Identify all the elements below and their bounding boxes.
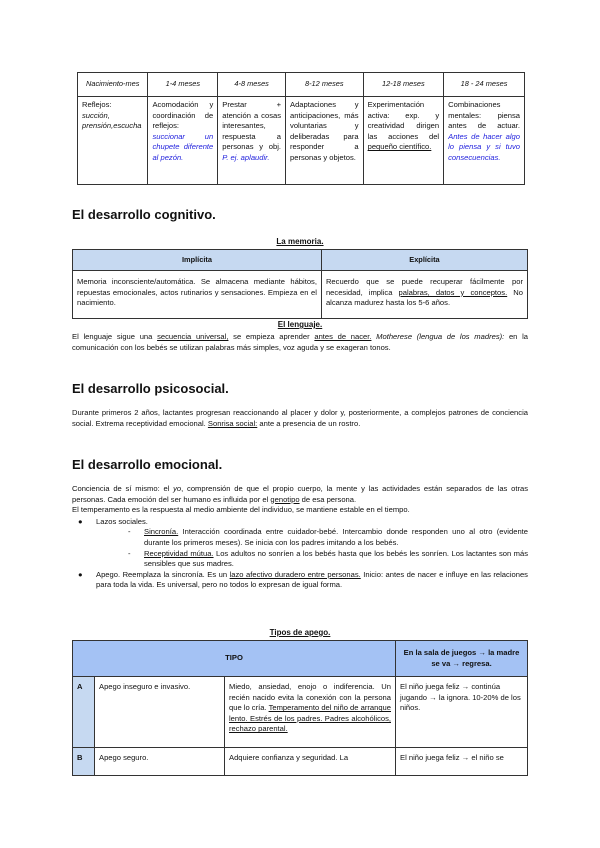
row-letter: B bbox=[73, 748, 95, 776]
sub-synchrony: - Sincronía. Interacción coordinada entre cuidador-bebé. Intercambio donde responden uno al otro (evidente durante los primeros meses). Se inicia con los padres imitando a los bebés. bbox=[128, 527, 528, 547]
bullet-attachment: ● Apego. Reemplaza la sincronía. Es un lazo afectivo duradero entre personas. Inicio: antes de nacer e influye en las relaciones para toda la vida. Es universal, pero no todos lo expresan de igual forma. bbox=[78, 569, 528, 590]
stage-cell: Prestar + atención a cosas interesantes, respuesta a personas y obj. P. ej. aplaudir. bbox=[218, 97, 286, 185]
row-playroom: El niño juega feliz → continúa jugando → la ignora. 10-20% de los niños. bbox=[396, 677, 528, 748]
type-header: TIPO bbox=[73, 641, 396, 677]
stage-cell: Reflejos: succión, prensión,escucha bbox=[78, 97, 148, 185]
explicit-cell: Recuerdo que se puede recuperar fácilmente por necesidad, implica palabras, datos y conceptos. No alcanza madurez hasta los 5-6 años. bbox=[321, 271, 527, 319]
stage-cell: Adaptaciones y anticipaciones, más voluntarias y deliberadas para responder a personas y objetos. bbox=[286, 97, 364, 185]
explicit-header: Explícita bbox=[321, 250, 527, 271]
psychosocial-paragraph: Durante primeros 2 años, lactantes progresan reaccionando al placer y dolor y, posteriormente, a complejos patrones de conciencia social. Extrema receptividad emocional. Sonrisa social: ante a presencia de un rostro. bbox=[72, 408, 528, 428]
row-description: Miedo, ansiedad, enojo o indiferencia. Un recién nacido evita la conexión con la persona que lo cría. Temperamento del niño de arranque lento. Estrés de los padres. Padres alcohólicos, rechazo parental. bbox=[225, 677, 396, 748]
self-awareness-paragraph: Conciencia de sí mismo: el yo, comprensión de que el propio cuerpo, la mente y las actividades están separados de las otras personas. Cada emoción del ser humano es influida por el genotipo de esa persona. bbox=[72, 484, 528, 504]
language-paragraph: El lenguaje sigue una secuencia universal, se empieza aprender antes de nacer. Motherese (lengua de los madres): en la comunicación con los bebés se utilizan palabras más simples, voz aguda y se exageran tonos. bbox=[72, 332, 529, 352]
temperament-paragraph: El temperamento es la respuesta al medio ambiente del individuo, se mantiene estable en el tiempo. bbox=[72, 505, 410, 515]
row-type: Apego seguro. bbox=[95, 748, 225, 776]
stage-header: 18 - 24 meses bbox=[444, 73, 525, 97]
stage-cell: Acomodación y coordinación de reflejos: succionar un chupete diferente al pezón. bbox=[148, 97, 218, 185]
stage-header: Nacimiento-mes bbox=[78, 73, 148, 97]
stage-cell: Combinaciones mentales: piensa antes de actuar. Antes de hacer algo lo piensa y si tuvo consecuencias. bbox=[444, 97, 525, 185]
stage-cell: Experimentación activa: exp. y creatividad dirigen las acciones del pequeño científico. bbox=[363, 97, 444, 185]
row-letter: A bbox=[73, 677, 95, 748]
language-title: El lenguaje. bbox=[277, 320, 323, 329]
development-stages-table bbox=[77, 72, 525, 185]
bullet-social-bonds: ● Lazos sociales. bbox=[78, 516, 148, 526]
row-type: Apego inseguro e invasivo. bbox=[95, 677, 225, 748]
implicit-header: Implícita bbox=[73, 250, 322, 271]
emotional-heading: El desarrollo emocional. bbox=[72, 457, 223, 472]
row-playroom: El niño juega feliz → el niño se bbox=[396, 748, 528, 776]
stage-header: 1-4 meses bbox=[148, 73, 218, 97]
emotional-section bbox=[72, 484, 528, 591]
cognitive-heading: El desarrollo cognitivo. bbox=[72, 207, 216, 222]
psychosocial-heading: El desarrollo psicosocial. bbox=[72, 381, 229, 396]
stage-header: 12-18 meses bbox=[363, 73, 444, 97]
row-description: Adquiere confianza y seguridad. La bbox=[225, 748, 396, 776]
attachment-table bbox=[72, 640, 528, 776]
stage-header: 4-8 meses bbox=[218, 73, 286, 97]
implicit-cell: Memoria inconsciente/automática. Se almacena mediante hábitos, repuestas emocionales, actos rutinarios y sensaciones. Empieza en el nacimiento. bbox=[73, 271, 322, 319]
attachment-title: Tipos de apego. bbox=[269, 628, 331, 637]
memory-table bbox=[72, 249, 528, 319]
memory-title: La memoria. bbox=[276, 237, 324, 246]
playroom-header: En la sala de juegos → la madre se va → regresa. bbox=[396, 641, 528, 677]
stage-header: 8-12 meses bbox=[286, 73, 364, 97]
sub-mutual-receptivity: - Receptividad mútua. Los adultos no sonríen a los bebés hasta que los bebés les sonríen. Los lactantes son más sensibles que sus madres. bbox=[128, 548, 528, 569]
